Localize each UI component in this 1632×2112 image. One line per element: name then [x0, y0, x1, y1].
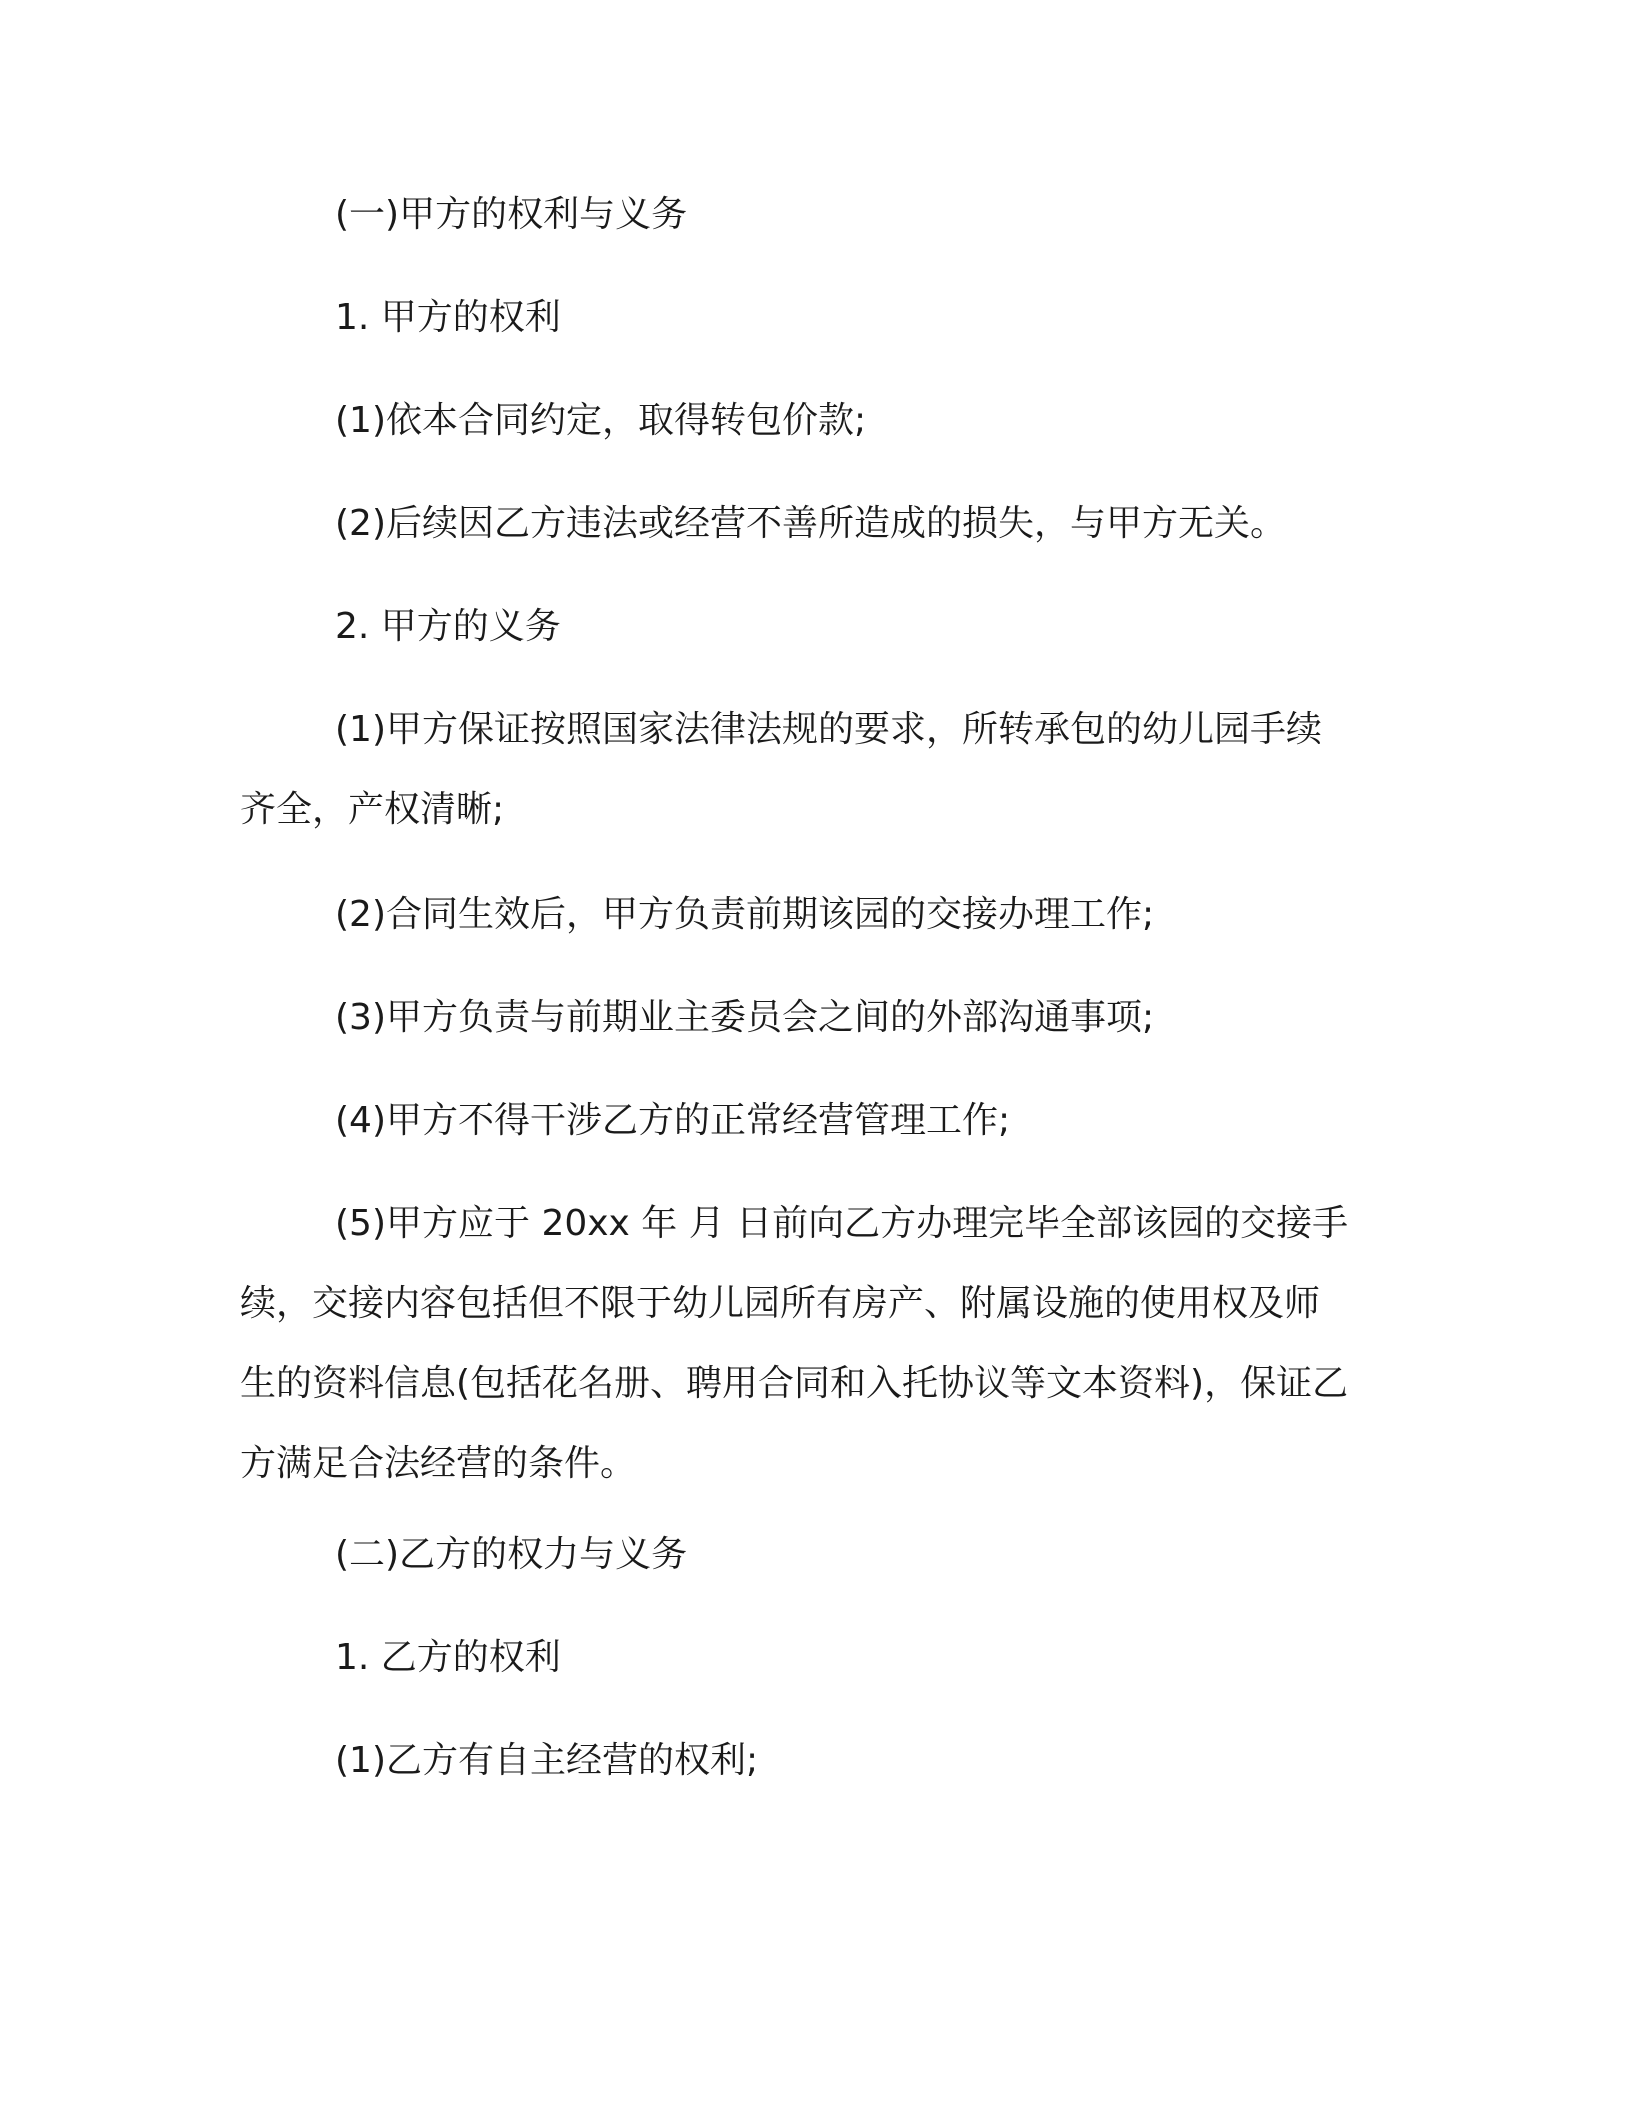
- paragraph-line: 生的资料信息(包括花名册、聘用合同和入托协议等文本资料)，保证乙: [240, 1363, 1349, 1404]
- paragraph: (4)甲方不得干涉乙方的正常经营管理工作;: [335, 1100, 1011, 1141]
- paragraph: (2)合同生效后，甲方负责前期该园的交接办理工作;: [335, 894, 1155, 935]
- paragraph: (2)后续因乙方违法或经营不善所造成的损失，与甲方无关。: [335, 503, 1286, 544]
- section-1-subheading-duties: 2. 甲方的义务: [335, 606, 561, 647]
- section-2-heading: (二)乙方的权力与义务: [335, 1534, 688, 1575]
- paragraph-line: (5)甲方应于 20xx 年 月 日前向乙方办理完毕全部该园的交接手: [335, 1203, 1349, 1244]
- section-1-subheading-rights: 1. 甲方的权利: [335, 297, 561, 338]
- section-1-heading: (一)甲方的权利与义务: [335, 194, 688, 235]
- paragraph-line: 续，交接内容包括但不限于幼儿园所有房产、附属设施的使用权及师: [240, 1283, 1321, 1324]
- paragraph: [240, 1184, 1390, 1504]
- paragraph: (1)乙方有自主经营的权利;: [335, 1740, 759, 1781]
- paragraph: (3)甲方负责与前期业主委员会之间的外部沟通事项;: [335, 997, 1155, 1038]
- paragraph: [240, 690, 1390, 850]
- paragraph-line: 方满足合法经营的条件。: [240, 1443, 637, 1484]
- section-2-subheading-rights: 1. 乙方的权利: [335, 1637, 561, 1678]
- paragraph: (1)依本合同约定，取得转包价款;: [335, 400, 867, 441]
- paragraph-line: (1)甲方保证按照国家法律法规的要求，所转承包的幼儿园手续: [335, 709, 1322, 750]
- paragraph-line: 齐全，产权清晰;: [240, 789, 505, 830]
